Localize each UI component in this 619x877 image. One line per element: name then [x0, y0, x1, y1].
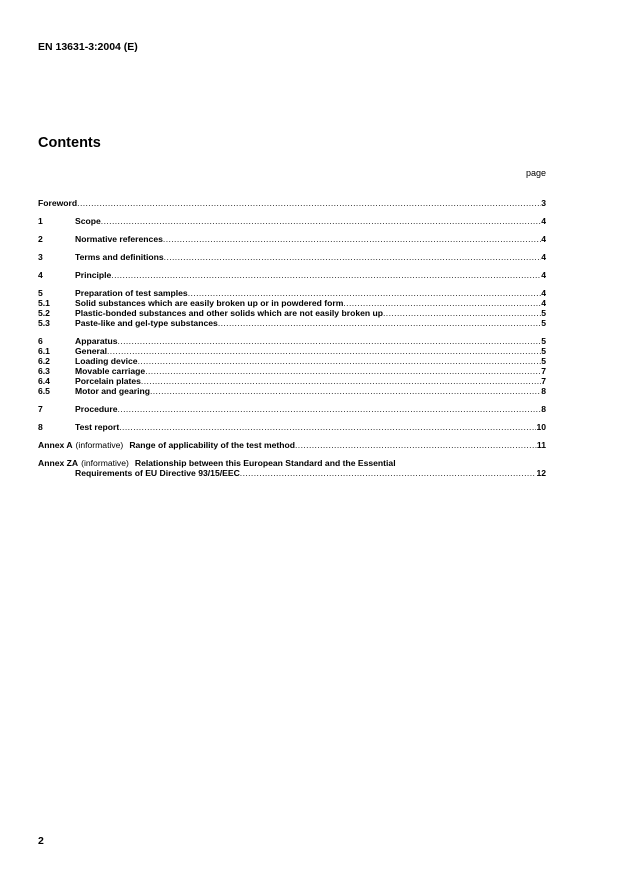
toc-page: 5 — [541, 336, 546, 346]
toc-number: 5.2 — [38, 308, 50, 318]
toc-page: 4 — [541, 216, 546, 226]
toc-entry-annex-a[interactable] — [38, 440, 546, 450]
toc-page: 5 — [541, 308, 546, 318]
toc-title: Scope — [75, 216, 101, 226]
toc-title: Terms and definitions — [75, 252, 164, 262]
toc-page: 8 — [541, 404, 546, 414]
toc-page: 5 — [541, 356, 546, 366]
dot-leader — [141, 376, 541, 386]
toc-entry-6[interactable] — [38, 336, 546, 346]
toc-title — [38, 458, 396, 468]
toc-number: 4 — [38, 270, 43, 280]
toc-page: 12 — [536, 468, 546, 478]
dot-leader — [218, 318, 541, 328]
toc-entry-7[interactable] — [38, 404, 546, 414]
table-of-contents — [38, 198, 546, 478]
toc-page: 7 — [541, 376, 546, 386]
toc-number: 2 — [38, 234, 43, 244]
toc-title: Apparatus — [75, 336, 118, 346]
dot-leader — [163, 234, 541, 244]
dot-leader — [145, 366, 541, 376]
toc-page: 4 — [541, 288, 546, 298]
dot-leader — [118, 404, 542, 414]
annex-title-line2: Requirements of EU Directive 93/15/EEC — [75, 468, 240, 478]
dot-leader — [101, 216, 541, 226]
dot-leader — [295, 440, 537, 450]
toc-number: 8 — [38, 422, 43, 432]
toc-entry-5[interactable] — [38, 288, 546, 298]
dot-leader — [107, 346, 541, 356]
toc-page: 8 — [541, 386, 546, 396]
toc-page: 5 — [541, 346, 546, 356]
page-column-label: page — [525, 168, 546, 178]
toc-title: Paste-like and gel-type substances — [75, 318, 218, 328]
toc-page: 4 — [541, 298, 546, 308]
toc-entry-6-5[interactable] — [38, 386, 546, 396]
dot-leader — [383, 308, 541, 318]
toc-page: 3 — [541, 198, 546, 208]
toc-title: Porcelain plates — [75, 376, 141, 386]
annex-kind: (informative) — [81, 458, 129, 468]
toc-title: General — [75, 346, 108, 356]
toc-title: Motor and gearing — [75, 386, 150, 396]
toc-page: 7 — [541, 366, 546, 376]
toc-number: 6 — [38, 336, 43, 346]
toc-entry-6-3[interactable] — [38, 366, 546, 376]
dot-leader — [77, 198, 541, 208]
annex-title: Range of applicability of the test method — [129, 440, 295, 450]
toc-title: Procedure — [75, 404, 118, 414]
toc-title: Normative references — [75, 234, 163, 244]
dot-leader — [150, 386, 541, 396]
toc-entry-annex-za-line2[interactable] — [38, 468, 546, 478]
toc-title: Plastic-bonded substances and other solids which are not easily broken up — [75, 308, 384, 318]
dot-leader — [164, 252, 542, 262]
dot-leader — [118, 336, 542, 346]
toc-number: 6.1 — [38, 346, 50, 356]
toc-entry-6-2[interactable] — [38, 356, 546, 366]
toc-entry-8[interactable] — [38, 422, 546, 432]
toc-number: 6.5 — [38, 386, 50, 396]
dot-leader — [138, 356, 542, 366]
toc-entry-5-1[interactable] — [38, 298, 546, 308]
dot-leader — [119, 422, 536, 432]
toc-entry-2[interactable] — [38, 234, 546, 244]
dot-leader — [111, 270, 541, 280]
dot-leader — [188, 288, 542, 298]
toc-title — [38, 440, 295, 450]
toc-number: 1 — [38, 216, 43, 226]
toc-page: 11 — [536, 440, 546, 450]
toc-page: 4 — [541, 234, 546, 244]
toc-entry-5-2[interactable] — [38, 308, 546, 318]
toc-entry-6-1[interactable] — [38, 346, 546, 356]
annex-kind: (informative) — [75, 440, 124, 450]
toc-title: Loading device — [75, 356, 138, 366]
annex-label: Annex ZA — [38, 458, 79, 468]
contents-title: Contents — [38, 135, 101, 151]
toc-entry-4[interactable] — [38, 270, 546, 280]
toc-number: 6.4 — [38, 376, 50, 386]
toc-title: Preparation of test samples — [75, 288, 188, 298]
toc-entry-5-3[interactable] — [38, 318, 546, 328]
toc-title: Foreword — [38, 198, 78, 208]
toc-number: 5 — [38, 288, 43, 298]
toc-entry-annex-za-line1[interactable] — [38, 458, 546, 468]
toc-entry-3[interactable] — [38, 252, 546, 262]
toc-number: 5.3 — [38, 318, 50, 328]
toc-number: 3 — [38, 252, 43, 262]
annex-title-line1: Relationship between this European Standard and the Essential — [134, 458, 396, 468]
toc-page: 10 — [536, 422, 546, 432]
toc-entry-foreword[interactable] — [38, 198, 546, 208]
toc-entry-1[interactable] — [38, 216, 546, 226]
toc-title: Test report — [75, 422, 120, 432]
toc-title: Movable carriage — [75, 366, 146, 376]
document-header: EN 13631-3:2004 (E) — [38, 41, 138, 53]
page-number: 2 — [38, 835, 44, 847]
toc-entry-6-4[interactable] — [38, 376, 546, 386]
toc-page: 4 — [541, 252, 546, 262]
dot-leader — [343, 298, 541, 308]
toc-number: 6.2 — [38, 356, 50, 366]
toc-number: 5.1 — [38, 298, 50, 308]
toc-page: 5 — [541, 318, 546, 328]
toc-number: 7 — [38, 404, 43, 414]
toc-title: Principle — [75, 270, 112, 280]
toc-title: Solid substances which are easily broken up or in powdered form — [75, 298, 344, 308]
toc-number: 6.3 — [38, 366, 50, 376]
dot-leader — [240, 468, 537, 478]
annex-label: Annex A — [38, 440, 73, 450]
toc-page: 4 — [541, 270, 546, 280]
